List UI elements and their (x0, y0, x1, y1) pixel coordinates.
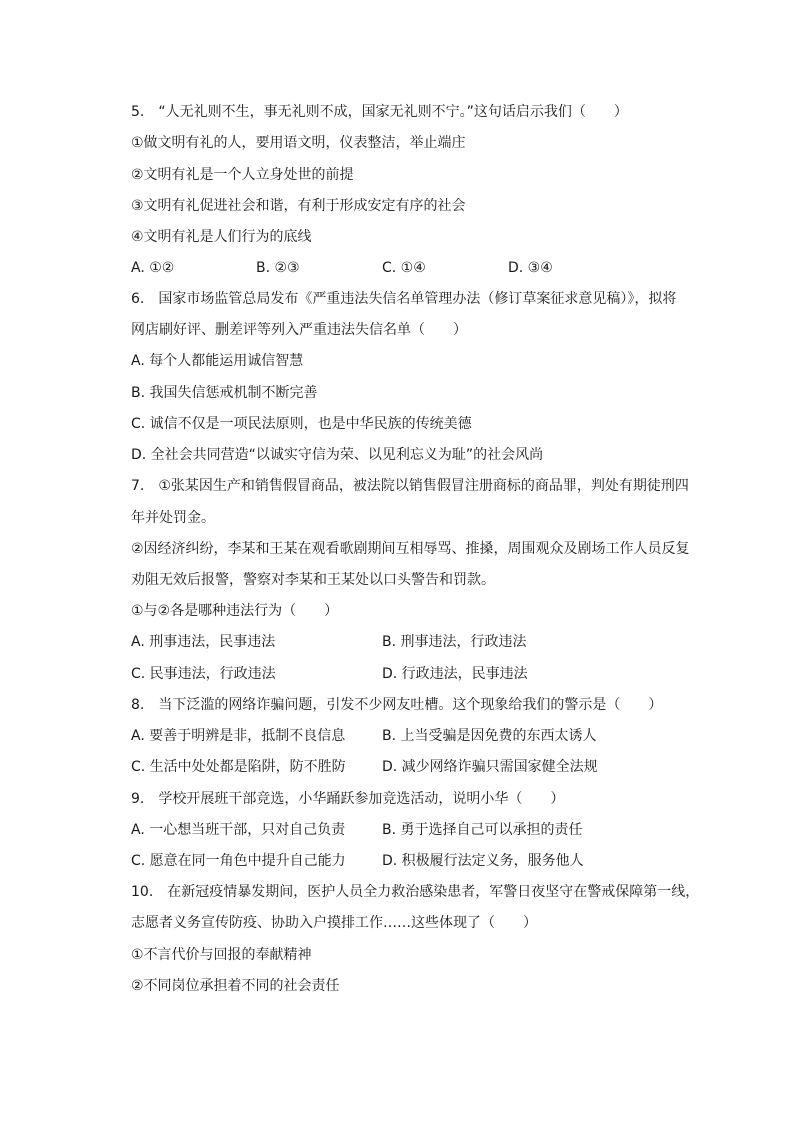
q10-stem-line2: 志愿者义务宣传防疫、协助入户摸排工作……这些体现了（ ） (131, 915, 537, 931)
q7-option-d: D. 行政违法，民事违法 (382, 666, 528, 682)
q8-option-b: B. 上当受骗是因免费的东西太诱人 (382, 728, 597, 744)
q6-option-a: A. 每个人都能运用诚信智慧 (131, 353, 304, 369)
q5-item-3: ③文明有礼促进社会和谐，有利于形成安定有序的社会 (131, 198, 466, 214)
q6-option-b: B. 我国失信惩戒机制不断完善 (131, 385, 318, 401)
q6-stem-line1: 6. 国家市场监管总局发布《严重违法失信名单管理办法（修订草案征求意见稿）》，拟将 (131, 291, 677, 307)
q7-option-a: A. 刑事违法，民事违法 (131, 634, 276, 650)
q9-option-b: B. 勇于选择自己可以承担的责任 (382, 822, 583, 838)
q7-stem-line3: ②因经济纠纷，李某和王某在观看歌剧期间互相辱骂、推搡，周围观众及剧场工作人员反复 (131, 541, 690, 557)
q7-stem-line2: 年并处罚金。 (131, 510, 215, 526)
q5-option-d: D. ③④ (508, 260, 553, 276)
q10-item-2: ②不同岗位承担着不同的社会责任 (131, 978, 340, 994)
q7-stem-line4: 劝阻无效后报警，警察对李某和王某处以口头警告和罚款。 (131, 572, 495, 588)
q7-option-b: B. 刑事违法，行政违法 (382, 634, 527, 650)
q8-option-d: D. 减少网络诈骗只需国家健全法规 (382, 759, 598, 775)
q7-stem-line1: 7. ①张某因生产和销售假冒商品，被法院以销售假冒注册商标的商品罪，判处有期徒刑四 (131, 478, 689, 494)
q10-item-1: ①不言代价与回报的奉献精神 (131, 947, 312, 963)
q9-option-a: A. 一心想当班干部，只对自己负责 (131, 822, 346, 838)
q8-option-a: A. 要善于明辨是非，抵制不良信息 (131, 728, 346, 744)
q5-option-a: A. ①② (131, 260, 175, 276)
q5-item-4: ④文明有礼是人们行为的底线 (131, 229, 312, 245)
q5-stem: 5. “人无礼则不生，事无礼则不成，国家无礼则不宁。”这句话启示我们（ ） (131, 104, 628, 120)
q9-stem: 9. 学校开展班干部竞选，小华踊跃参加竞选活动，说明小华（ ） (131, 791, 565, 807)
q6-stem-line2: 网店刷好评、删差评等列入严重违法失信名单（ ） (131, 322, 467, 338)
q5-option-b: B. ②③ (256, 260, 300, 276)
q8-stem: 8. 当下泛滥的网络诈骗问题，引发不少网友吐槽。这个现象给我们的警示是（ ） (131, 697, 663, 713)
q8-option-c: C. 生活中处处都是陷阱，防不胜防 (131, 759, 346, 775)
q5-item-1: ①做文明有礼的人，要用语文明，仪表整洁，举止端庄 (131, 135, 466, 151)
q5-option-c: C. ①④ (382, 260, 426, 276)
q6-option-c: C. 诚信不仅是一项民法原则，也是中华民族的传统美德 (131, 416, 472, 432)
q7-option-c: C. 民事违法，行政违法 (131, 666, 276, 682)
q5-item-2: ②文明有礼是一个人立身处世的前提 (131, 167, 354, 183)
q9-option-c: C. 愿意在同一角色中提升自己能力 (131, 853, 346, 869)
q7-stem-line5: ①与②各是哪种违法行为（ ） (131, 603, 339, 619)
q9-option-d: D. 积极履行法定义务，服务他人 (382, 853, 584, 869)
q6-option-d: D. 全社会共同营造“以诚实守信为荣、以见利忘义为耻”的社会风尚 (131, 447, 544, 463)
q10-stem-line1: 10. 在新冠疫情暴发期间，医护人员全力救治感染患者，军警日夜坚守在警戒保障第一线， (131, 884, 700, 900)
